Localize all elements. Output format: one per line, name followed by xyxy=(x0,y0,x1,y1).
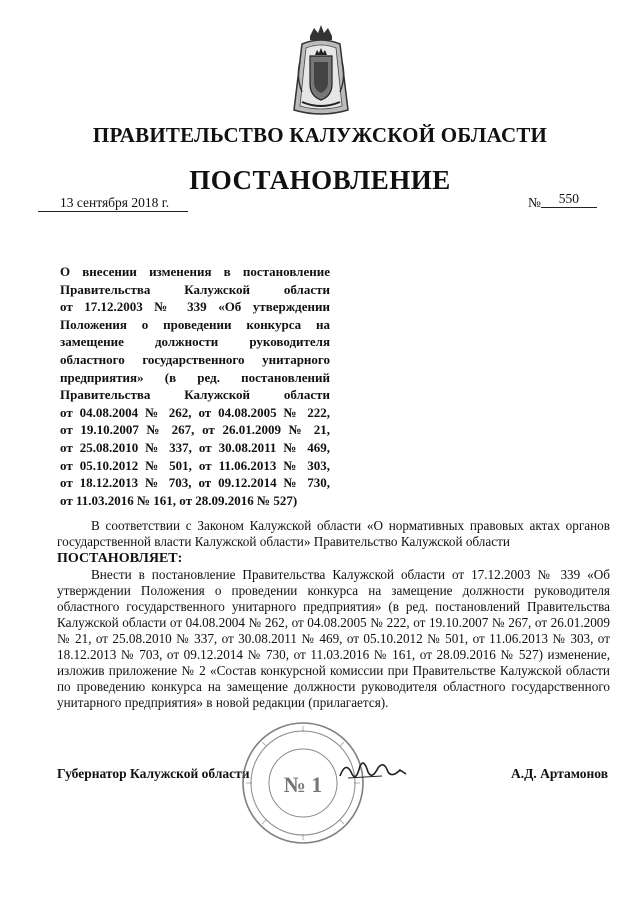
subject-line: Положения о проведении конкурса на xyxy=(60,316,330,332)
subject-line: областного государственного унитарного xyxy=(60,351,330,367)
subject-line: замещение должности руководителя xyxy=(60,334,330,350)
number-value: 550 xyxy=(541,191,597,208)
preamble-paragraph: В соответствии с Законом Калужской области «О нормативных правовых актах органов государственной власти Калужской области» Правительство Калужской области xyxy=(57,518,610,549)
subject-line: предприятия» (в ред. постановлений xyxy=(60,369,330,385)
subject-line: от 05.10.2012 № 501, от 11.06.2013 № 303, xyxy=(60,457,330,473)
subject-line: от 18.12.2013 № 703, от 09.12.2014 № 730, xyxy=(60,475,330,491)
document-subject xyxy=(60,263,330,509)
signatory-position: Губернатор Калужской области xyxy=(57,766,250,781)
document-date: 13 сентября 2018 г. xyxy=(38,195,188,212)
seal-center-text: № 1 xyxy=(283,772,323,797)
document-number xyxy=(528,191,597,212)
subject-line: от 25.08.2010 № 337, от 30.08.2011 № 469, xyxy=(60,439,330,455)
decree-word: ПОСТАНОВЛЯЕТ: xyxy=(57,551,183,566)
government-title: ПРАВИТЕЛЬСТВО КАЛУЖСКОЙ ОБЛАСТИ xyxy=(92,123,548,147)
subject-line: О внесении изменения в постановление xyxy=(60,264,330,279)
subject-line: от 17.12.2003 № 339 «Об утверждении xyxy=(60,299,330,315)
coat-of-arms-icon xyxy=(288,22,354,118)
number-label: № xyxy=(528,195,541,210)
subject-line: Правительства Калужской области xyxy=(60,387,330,403)
subject-line: от 19.10.2007 № 267, от 26.01.2009 № 21, xyxy=(60,422,330,438)
subject-line: от 04.08.2004 № 262, от 04.08.2005 № 222, xyxy=(60,404,330,420)
subject-line: Правительства Калужской области xyxy=(60,281,330,297)
decree-paragraph xyxy=(57,550,610,567)
document-type: ПОСТАНОВЛЕНИЕ xyxy=(189,165,451,195)
clause-paragraph: Внести в постановление Правительства Калужской области от 17.12.2003 № 339 «Об утверждении Положения о проведении конкурса на замещение должности руководителя областного государственного унитарного предприятия» (в ред. постановлений Правительства Калужской области от 04.08.2004 № 262, от 04.08.2005 № 222, от 19.10.2007 № 267, от 26.01.2009 № 21, от 25.08.2010 № 337, от 30.08.2011 № 469, от 05.10.2012 № 501, от 11.06.2013 № 303, от 18.12.2013 № 703, от 09.12.2014 № 730, от 11.03.2016 № 161, от 28.09.2016 № 527) изменение, изложив приложение № 2 «Состав конкурсной комиссии при Правительстве Калужской области по проведению конкурса на замещение должности руководителя областного государственного унитарного предприятия» в новой редакции (прилагается). xyxy=(57,567,610,710)
signatory-name: А.Д. Артамонов xyxy=(510,766,608,781)
document-body xyxy=(57,518,610,711)
subject-line: от 11.03.2016 № 161, от 28.09.2016 № 527) xyxy=(60,492,298,508)
handwritten-signature-icon xyxy=(338,756,408,784)
